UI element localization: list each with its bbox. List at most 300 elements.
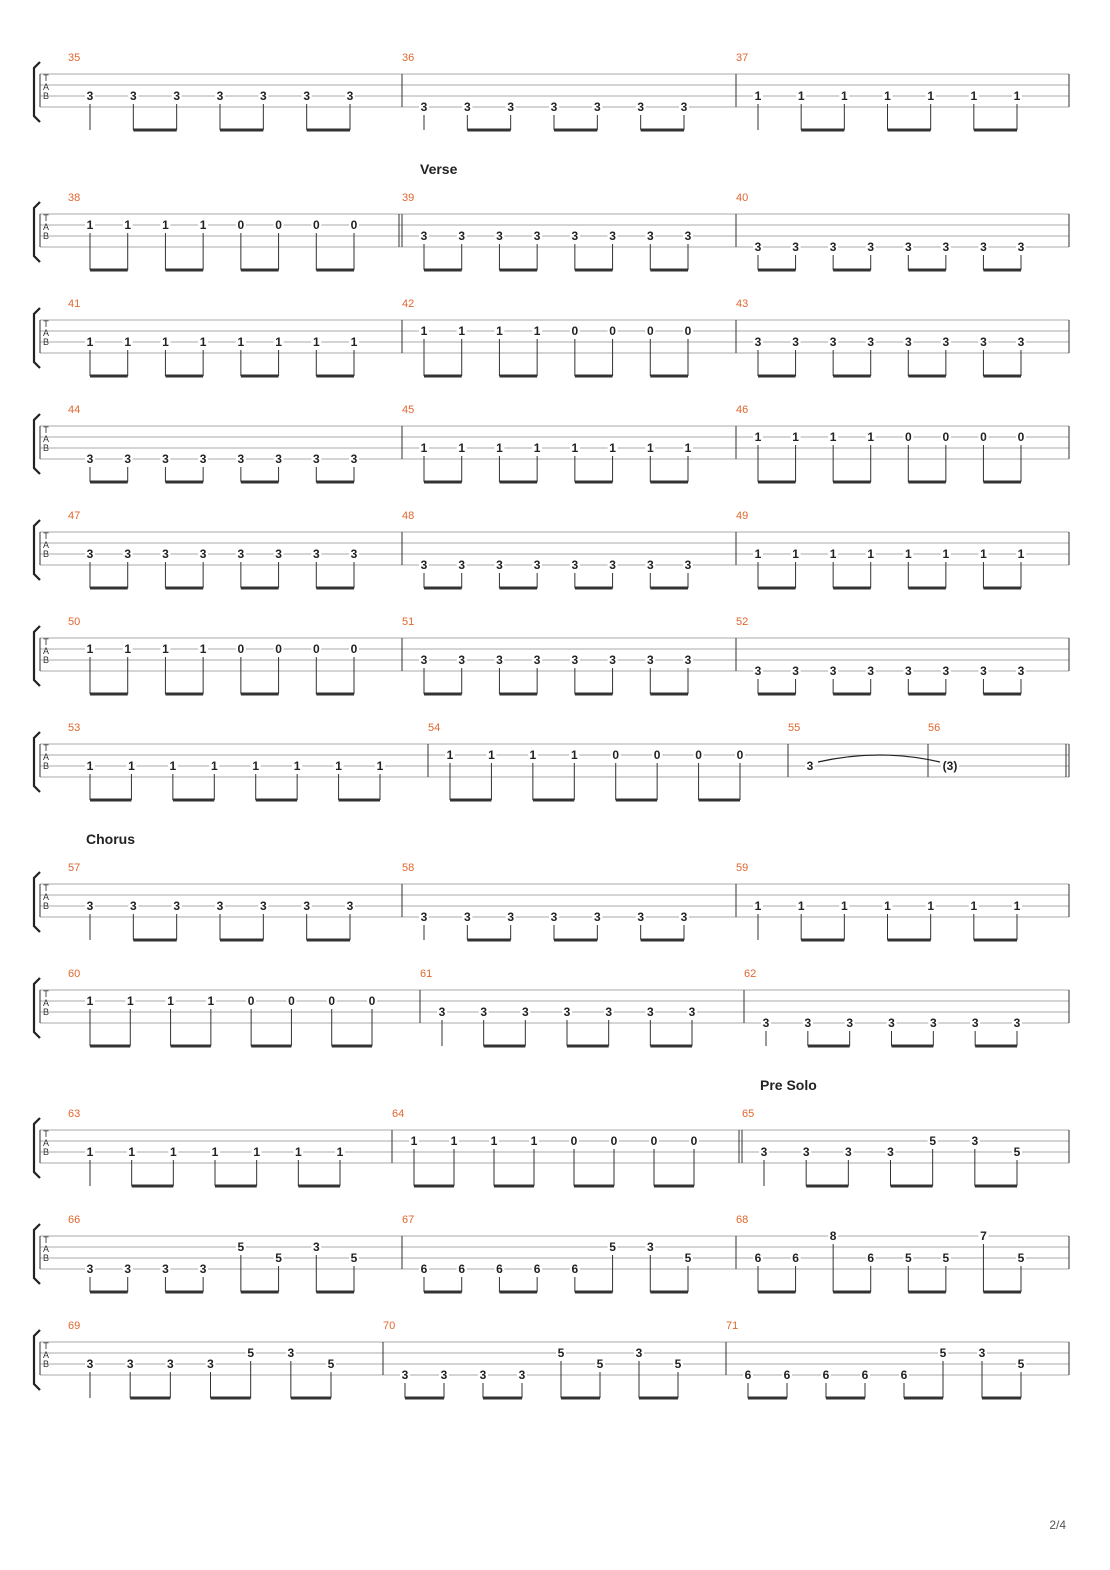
fret-number: 3 [829,240,837,254]
fret-number: 3 [792,240,799,254]
fret-number: 3 [802,1145,810,1159]
fret-number: 1 [754,547,762,561]
fret-number: 3 [166,1357,174,1371]
fret-number: 3 [971,1016,979,1030]
fret-number: 1 [169,759,177,773]
tab-clef-letter: B [42,1147,50,1157]
fret-number: 3 [86,899,94,913]
fret-number: 3 [350,547,358,561]
fret-number: 6 [571,1262,579,1276]
fret-number: 1 [927,89,935,103]
fret-number: 1 [867,430,875,444]
fret-number: 1 [754,89,762,103]
fret-number: 0 [690,1134,698,1148]
fret-number: (3) [942,759,958,773]
fret-number: 3 [978,1346,986,1360]
fret-number: 6 [867,1251,875,1265]
fret-number: 1 [124,218,132,232]
fret-number: 1 [124,642,132,656]
fret-number: 3 [533,558,541,572]
tab-clef-letter: T [43,531,49,541]
fret-number: 0 [1017,430,1025,444]
fret-number: 0 [570,1134,578,1148]
fret-number: 3 [312,452,320,466]
fret-number: 1 [86,335,94,349]
fret-number: 6 [496,1262,503,1276]
fret-number: 1 [571,441,579,455]
fret-number: 3 [303,89,311,103]
fret-number: 3 [887,1145,894,1159]
tab-clef-letter: A [42,328,50,338]
measure-number: 36 [402,52,415,64]
fret-number: 5 [904,1251,912,1265]
fret-number: 3 [440,1368,448,1382]
fret-number: 3 [303,899,311,913]
fret-number: 3 [867,335,875,349]
measure-number: 51 [402,616,415,628]
tab-clef-letter: A [42,222,50,232]
fret-number: 0 [288,994,295,1008]
fret-number: 3 [496,653,503,667]
fret-number: 5 [929,1134,937,1148]
fret-number: 3 [637,910,645,924]
fret-number: 3 [458,558,466,572]
fret-number: 1 [530,1134,538,1148]
tab-clef-letter: T [43,883,49,893]
fret-number: 1 [293,759,301,773]
measure-number: 47 [68,510,81,522]
fret-number: 3 [86,1262,94,1276]
fret-number: 0 [736,748,744,762]
fret-number: 3 [605,1005,613,1019]
fret-number: 3 [971,1134,979,1148]
measure-number: 67 [402,1214,415,1226]
system-bracket [34,732,40,792]
tab-clef-letter: B [42,443,50,453]
fret-number: 3 [646,1240,654,1254]
fret-number: 0 [653,748,661,762]
measure-number: 35 [68,52,81,64]
fret-number: 0 [350,642,358,656]
tab-clef-letter: B [42,91,50,101]
fret-number: 3 [129,899,137,913]
tab-clef-letter: T [43,743,49,753]
measure-number: 66 [68,1214,81,1226]
fret-number: 1 [646,441,654,455]
fret-number: 6 [900,1368,908,1382]
fret-number: 3 [507,910,515,924]
fret-number: 7 [980,1229,987,1243]
fret-number: 3 [637,100,645,114]
tab-system [34,1320,1069,1398]
fret-number: 3 [1017,240,1025,254]
fret-number: 5 [237,1240,245,1254]
measure-number: 68 [736,1214,749,1226]
fret-number: 3 [129,89,137,103]
fret-number: 5 [674,1357,682,1371]
fret-number: 1 [124,335,132,349]
measure-number: 70 [383,1320,396,1332]
measure-number: 49 [736,510,749,522]
fret-number: 1 [169,1145,177,1159]
fret-number: 3 [420,558,428,572]
fret-number: 6 [822,1368,830,1382]
fret-number: 1 [86,218,94,232]
fret-number: 1 [128,759,135,773]
fret-number: 1 [490,1134,498,1148]
fret-number: 3 [479,1368,487,1382]
fret-number: 3 [904,664,912,678]
fret-number: 8 [829,1229,837,1243]
fret-number: 1 [684,441,692,455]
measure-number: 48 [402,510,415,522]
measure-number: 65 [742,1108,755,1120]
fret-number: 6 [861,1368,869,1382]
fret-number: 1 [970,899,978,913]
fret-number: 1 [496,441,503,455]
fret-number: 5 [275,1251,282,1265]
fret-number: 3 [980,335,987,349]
fret-number: 3 [550,910,558,924]
system-bracket [34,62,40,122]
system-bracket [34,1330,40,1390]
fret-number: 1 [754,899,762,913]
measure-number: 57 [68,862,81,874]
tab-clef-letter: T [43,989,49,999]
fret-number: 1 [86,994,94,1008]
fret-number: 0 [275,642,282,656]
fret-number: 1 [450,1134,458,1148]
fret-number: 3 [275,452,282,466]
fret-number: 1 [609,441,616,455]
tab-system [34,404,1069,482]
fret-number: 3 [593,910,601,924]
fret-number: 0 [904,430,912,444]
fret-number: 6 [420,1262,428,1276]
measure-number: 59 [736,862,749,874]
fret-number: 3 [480,1005,488,1019]
fret-number: 3 [609,558,616,572]
fret-number: 3 [533,229,541,243]
fret-number: 1 [529,748,537,762]
measure-number: 69 [68,1320,81,1332]
fret-number: 0 [609,324,616,338]
fret-number: 1 [797,899,805,913]
fret-number: 1 [488,748,495,762]
fret-number: 1 [980,547,987,561]
fret-number: 3 [980,664,987,678]
fret-number: 3 [942,664,950,678]
section-label: Pre Solo [760,1077,817,1093]
fret-number: 3 [507,100,515,114]
fret-number: 3 [259,899,267,913]
fret-number: 3 [207,1357,214,1371]
fret-number: 1 [86,1145,94,1159]
page-number: 2/4 [1049,1518,1066,1532]
fret-number: 0 [646,324,654,338]
tab-clef-letter: T [43,1129,49,1139]
fret-number: 3 [126,1357,134,1371]
fret-number: 1 [884,899,891,913]
fret-number: 3 [420,653,428,667]
fret-number: 3 [888,1016,895,1030]
tab-clef-letter: T [43,213,49,223]
fret-number: 1 [199,335,207,349]
fret-number: 3 [942,335,950,349]
measure-number: 53 [68,722,81,734]
fret-number: 3 [571,229,579,243]
fret-number: 3 [287,1346,295,1360]
fret-number: 3 [754,335,762,349]
fret-number: 1 [128,1145,136,1159]
fret-number: 0 [247,994,255,1008]
tab-clef-letter: A [42,1350,50,1360]
measure-number: 41 [68,298,81,310]
fret-number: 3 [684,558,692,572]
fret-number: 1 [533,441,541,455]
tab-clef-letter: A [42,82,50,92]
tab-clef-letter: B [42,761,50,771]
fret-number: 1 [797,89,805,103]
fret-number: 3 [312,547,320,561]
measure-number: 43 [736,298,749,310]
fret-number: 3 [259,89,267,103]
fret-number: 3 [646,653,654,667]
system-bracket [34,626,40,686]
fret-number: 6 [754,1251,762,1265]
tab-system [34,1077,1069,1186]
tab-system [34,510,1069,588]
fret-number: 3 [346,89,354,103]
fret-number: 5 [350,1251,358,1265]
fret-number: 0 [684,324,692,338]
tab-clef-letter: B [42,231,50,241]
tab-system [34,968,1069,1046]
fret-number: 1 [252,759,260,773]
fret-number: 1 [86,642,94,656]
tab-system [34,831,1069,940]
system-bracket [34,1118,40,1178]
fret-number: 0 [610,1134,618,1148]
fret-number: 1 [496,324,503,338]
tab-system [34,52,1069,130]
fret-number: 3 [162,452,169,466]
fret-number: 3 [846,1016,854,1030]
fret-number: 1 [294,1145,302,1159]
fret-number: 3 [804,1016,812,1030]
fret-number: 6 [533,1262,541,1276]
fret-number: 1 [792,430,799,444]
fret-number: 0 [312,218,320,232]
fret-number: 3 [86,89,94,103]
system-bracket [34,1224,40,1284]
fret-number: 1 [829,547,837,561]
fret-number: 0 [942,430,950,444]
fret-number: 3 [86,452,94,466]
tab-system [34,616,1069,694]
fret-number: 0 [571,324,579,338]
fret-number: 5 [596,1357,604,1371]
tab-clef-letter: B [42,901,50,911]
tab-clef-letter: A [42,646,50,656]
fret-number: 0 [650,1134,658,1148]
fret-number: 3 [463,910,471,924]
measure-number: 37 [736,52,749,64]
fret-number: 1 [350,335,358,349]
fret-number: 1 [533,324,541,338]
fret-number: 0 [350,218,358,232]
fret-number: 3 [420,910,428,924]
fret-number: 6 [783,1368,791,1382]
measure-number: 60 [68,968,81,980]
fret-number: 1 [210,759,218,773]
fret-number: 1 [1013,89,1021,103]
fret-number: 3 [1017,664,1025,678]
measure-number: 61 [420,968,433,980]
fret-number: 1 [792,547,799,561]
tab-clef-letter: B [42,655,50,665]
fret-number: 3 [162,1262,169,1276]
fret-number: 1 [162,335,169,349]
fret-number: 3 [496,558,503,572]
tab-clef-letter: T [43,1235,49,1245]
fret-number: 3 [199,452,207,466]
fret-number: 3 [86,1357,94,1371]
tab-clef-letter: A [42,540,50,550]
fret-number: 3 [346,899,354,913]
fret-number: 3 [980,240,987,254]
fret-number: 5 [684,1251,692,1265]
fret-number: 3 [237,547,245,561]
fret-number: 5 [1013,1145,1021,1159]
fret-number: 0 [980,430,987,444]
fret-number: 3 [867,664,875,678]
measure-number: 54 [428,722,441,734]
fret-number: 5 [1017,1357,1025,1371]
fret-number: 3 [124,1262,132,1276]
fret-number: 3 [463,100,471,114]
fret-number: 1 [927,899,935,913]
measure-number: 45 [402,404,415,416]
fret-number: 3 [86,547,94,561]
fret-number: 1 [458,324,466,338]
fret-number: 1 [458,441,466,455]
fret-number: 0 [368,994,376,1008]
fret-number: 1 [1017,547,1025,561]
fret-number: 3 [929,1016,937,1030]
measure-number: 62 [744,968,757,980]
tab-clef-letter: B [42,1253,50,1263]
tab-clef-letter: T [43,425,49,435]
section-label: Chorus [86,831,135,847]
fret-number: 3 [237,452,245,466]
fret-number: 1 [335,759,342,773]
fret-number: 3 [124,452,132,466]
fret-number: 3 [646,558,654,572]
fret-number: 5 [327,1357,335,1371]
measure-number: 52 [736,616,749,628]
tab-clef-letter: A [42,998,50,1008]
fret-number: 1 [376,759,384,773]
fret-number: 3 [199,547,207,561]
tab-clef-letter: B [42,549,50,559]
fret-number: 3 [199,1262,207,1276]
fret-number: 3 [550,100,558,114]
measure-number: 55 [788,722,801,734]
fret-number: 3 [420,229,428,243]
fret-number: 1 [162,642,169,656]
system-bracket [34,414,40,474]
system-bracket [34,520,40,580]
fret-number: 0 [237,642,245,656]
tab-clef-letter: T [43,637,49,647]
fret-number: 3 [458,653,466,667]
fret-number: 1 [942,547,950,561]
fret-number: 3 [792,335,799,349]
fret-number: 3 [458,229,466,243]
tab-clef-letter: A [42,434,50,444]
fret-number: 3 [806,759,814,773]
fret-number: 3 [760,1145,768,1159]
fret-number: 3 [792,664,799,678]
tab-system [34,298,1069,376]
tab-clef-letter: A [42,892,50,902]
tab-clef-letter: T [43,73,49,83]
system-bracket [34,978,40,1038]
fret-number: 3 [401,1368,409,1382]
tab-clef-letter: B [42,1359,50,1369]
fret-number: 1 [207,994,215,1008]
measure-number: 63 [68,1108,81,1120]
fret-number: 1 [840,89,848,103]
fret-number: 5 [557,1346,565,1360]
fret-number: 3 [942,240,950,254]
fret-number: 5 [1017,1251,1025,1265]
measure-number: 39 [402,192,415,204]
fret-number: 1 [420,324,428,338]
system-bracket [34,202,40,262]
fret-number: 3 [1017,335,1025,349]
fret-number: 3 [867,240,875,254]
measure-number: 50 [68,616,81,628]
fret-number: 3 [904,240,912,254]
fret-number: 3 [275,547,282,561]
fret-number: 3 [680,910,688,924]
fret-number: 5 [939,1346,947,1360]
fret-number: 3 [350,452,358,466]
fret-number: 3 [688,1005,696,1019]
fret-number: 3 [684,229,692,243]
fret-number: 1 [970,89,978,103]
fret-number: 3 [173,89,181,103]
fret-number: 3 [216,899,224,913]
fret-number: 3 [829,664,837,678]
fret-number: 3 [635,1346,643,1360]
fret-number: 1 [570,748,578,762]
measure-number: 71 [726,1320,739,1332]
fret-number: 3 [438,1005,446,1019]
fret-number: 3 [216,89,224,103]
fret-number: 3 [312,1240,320,1254]
fret-number: 1 [126,994,134,1008]
fret-number: 3 [124,547,132,561]
tie-arc [818,755,940,762]
fret-number: 3 [904,335,912,349]
fret-number: 1 [336,1145,344,1159]
measure-number: 64 [392,1108,405,1120]
fret-number: 1 [904,547,912,561]
fret-number: 1 [1013,899,1021,913]
